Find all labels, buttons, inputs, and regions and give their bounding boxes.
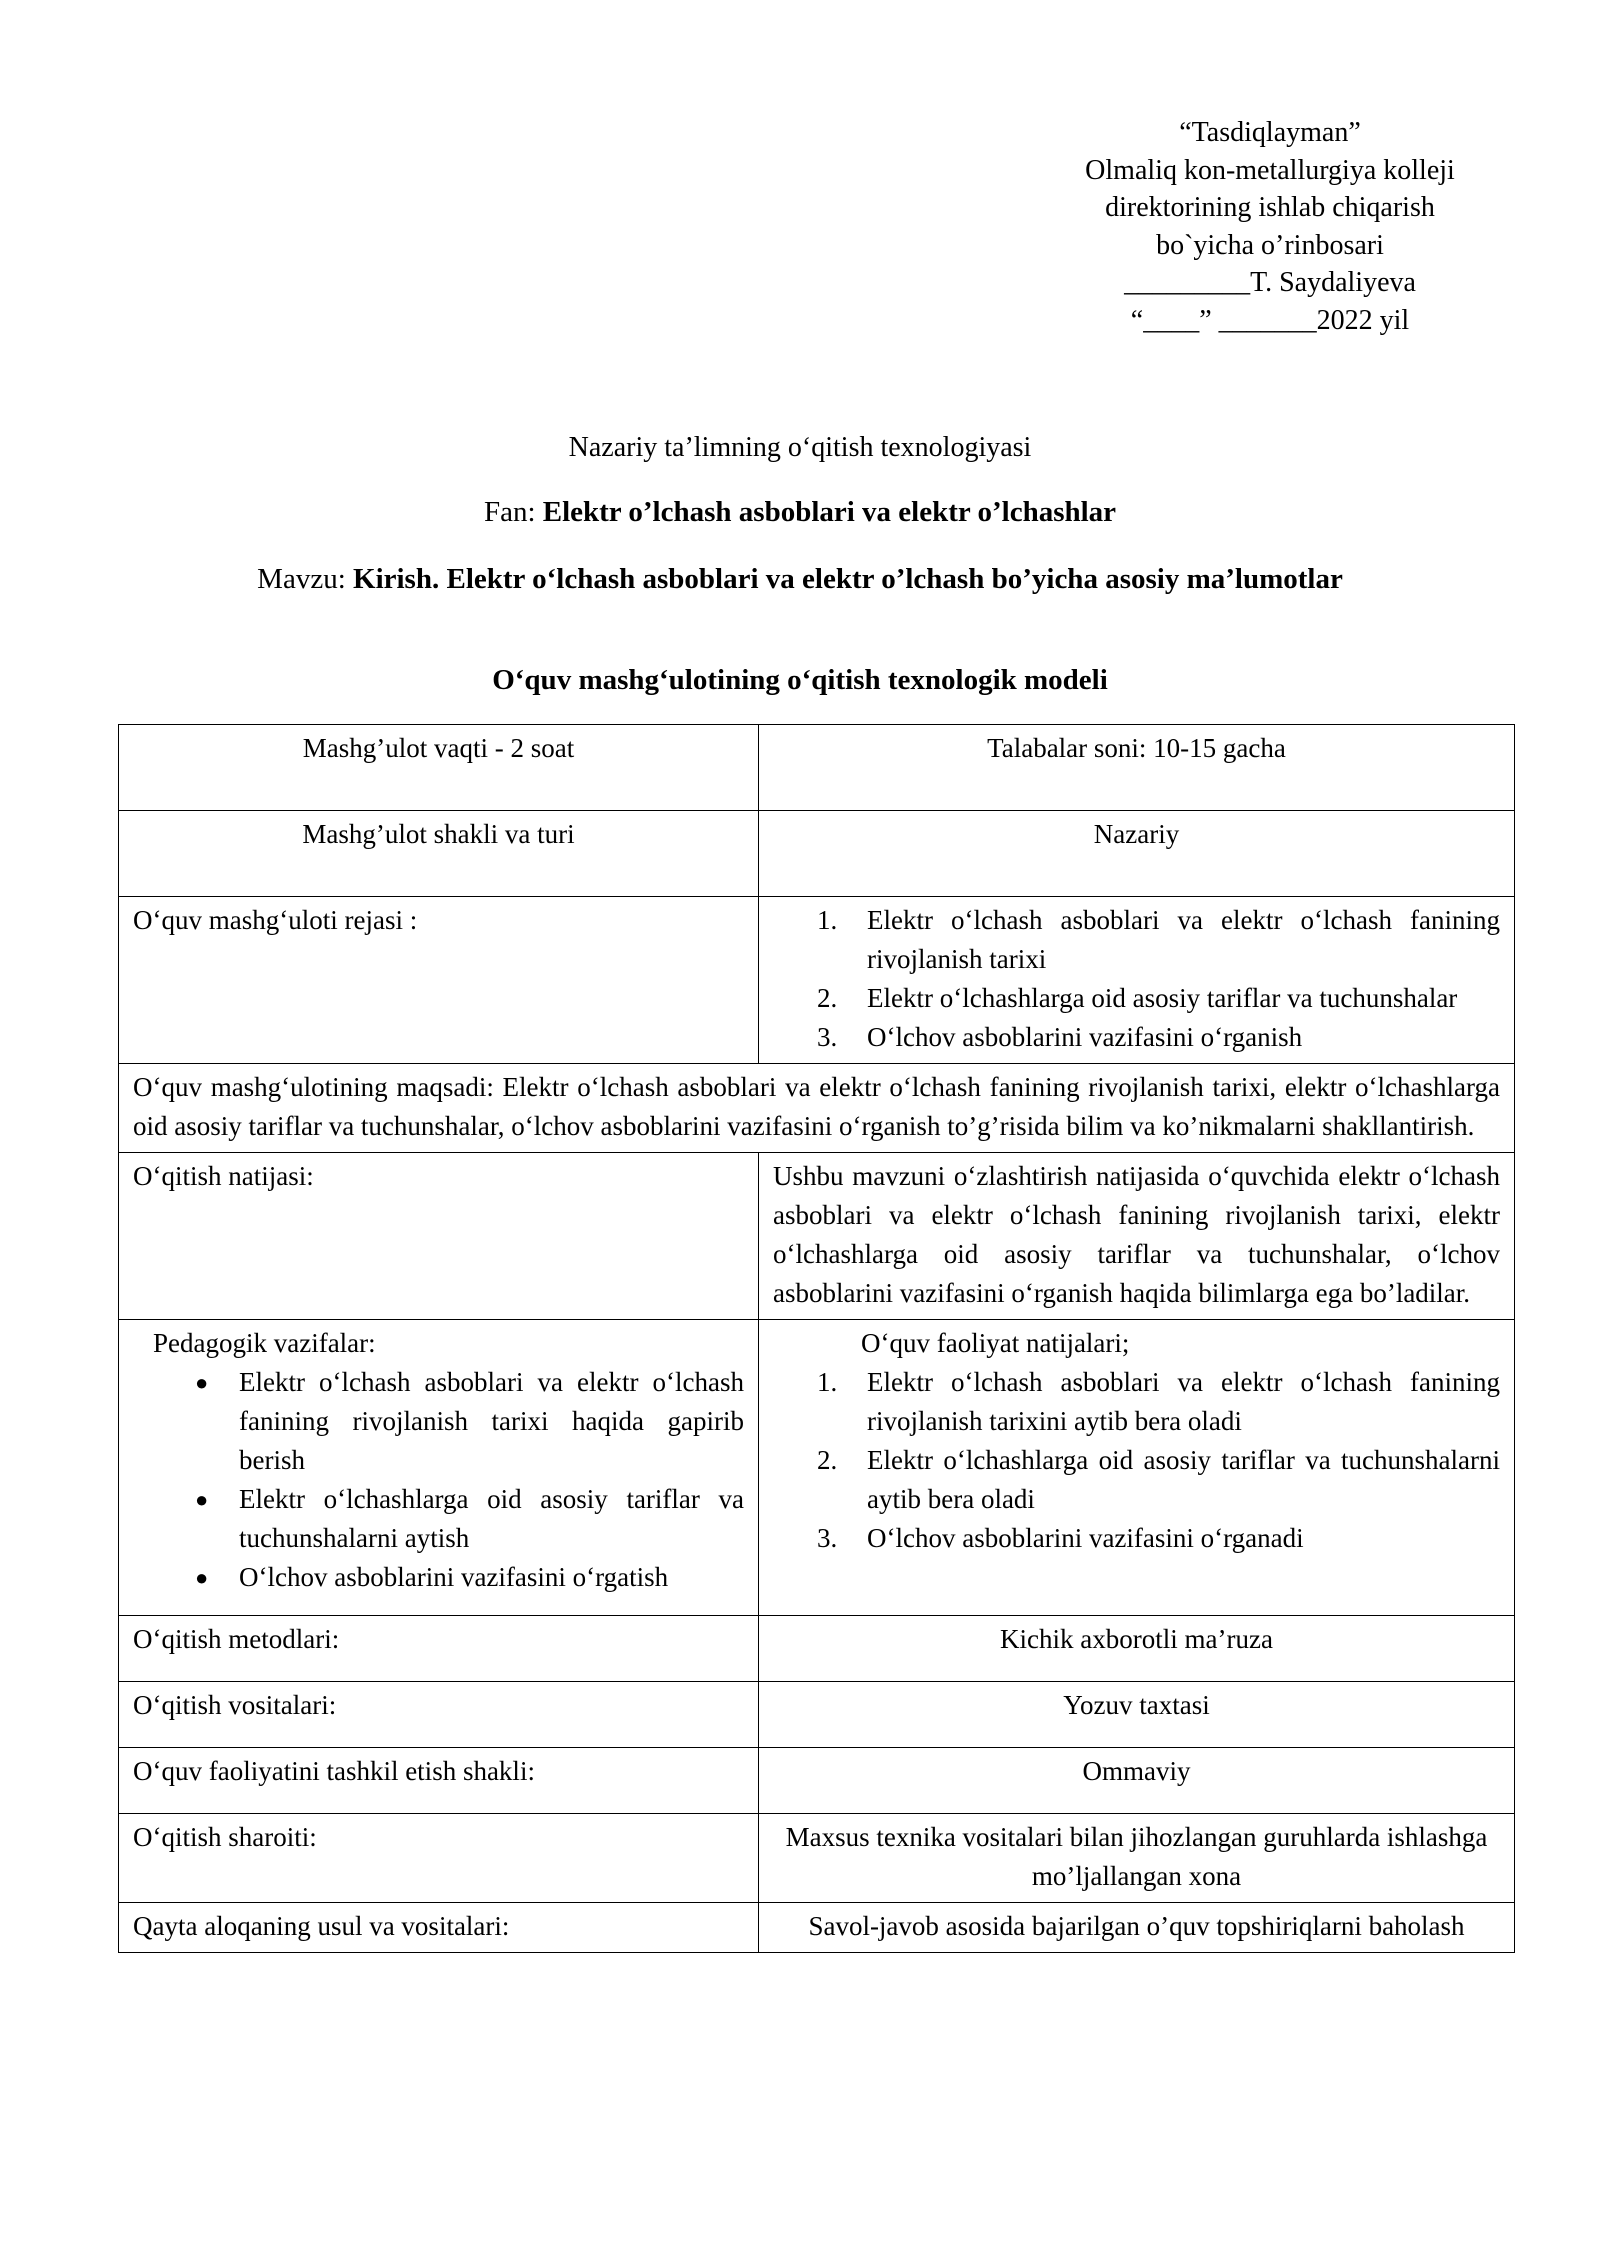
table-row [119,1153,1515,1320]
document-title: Nazariy ta’limning o‘qitish texnologiyasi [568,432,1032,463]
list-item: ● Elektr o‘lchash asboblari va elektr o‘lchash fanining rivojlanish tarixi haqida gapirib berish [133,1363,744,1480]
approval-signature: _________T. Saydaliyeva [1124,267,1416,298]
subject-line [0,492,1600,532]
bullet-icon: ● [195,1370,209,1395]
feedback-value: Savol-javob asosida bajarilgan o’quv topshiriqlarni baholash [759,1903,1515,1953]
list-item: 3. O‘lchov asboblarini vazifasini o‘rganish [817,1022,1303,1052]
table-row [119,1320,1515,1616]
activity-results-label: O‘quv faoliyat natijalari; [861,1328,1130,1358]
result-label: O‘qitish natijasi: [119,1153,759,1320]
topic-label: Mavzu: [257,563,354,595]
approval-position-1: direktorining ishlab chiqarish [1105,192,1435,223]
subject-value: Elektr o’lchash asboblari va elektr o’lchashlar [542,496,1117,528]
plan-list [773,901,1500,1057]
table-row [119,811,1515,897]
list-item: 1. Elektr o‘lchash asboblari va elektr o‘lchash fanining rivojlanish tarixini aytib bera oladi [817,1367,1500,1436]
lesson-form-label: Mashg’ulot shakli va turi [119,811,759,897]
plan-label: O‘quv mashg‘uloti rejasi : [119,897,759,1064]
list-item: ● O‘lchov asboblarini vazifasini o‘rgatish [133,1558,744,1597]
student-count: Talabalar soni: 10-15 gacha [759,725,1515,811]
topic-value: Kirish. Elektr o‘lchash asboblari va elektr o’lchash bo’yicha asosiy ma’lumotlar [353,563,1343,595]
conditions-value: Maxsus texnika vositalari bilan jihozlangan guruhlarda ishlashga mo’ljallangan xona [759,1814,1515,1903]
list-item: 2. Elektr o‘lchashlarga oid asosiy tariflar va tuchunshalarni aytib bera oladi [817,1445,1500,1514]
pedagogical-tasks-cell [119,1320,759,1616]
result-value: Ushbu mavzuni o‘zlashtirish natijasida o‘quvchida elektr o‘lchash asboblari va elektr o‘lchash fanining rivojlanish tarixi, elektr o‘lchashlarga oid asosiy tariflar va tuchunshalar, o‘lchov asboblarini vazifasini o‘rganish haqida bilimlarga ega bo’ladilar. [759,1153,1515,1320]
tools-value: Yozuv taxtasi [759,1682,1515,1748]
list-item: ● Elektr o‘lchashlarga oid asosiy tariflar va tuchunshalarni aytish [133,1480,744,1558]
table-row [119,1682,1515,1748]
approval-title: “Tasdiqlayman” [1179,117,1361,148]
organization-label: O‘quv faoliyatini tashkil etish shakli: [119,1748,759,1814]
methods-label: O‘qitish metodlari: [119,1616,759,1682]
list-item: 3. O‘lchov asboblarini vazifasini o‘rganadi [817,1523,1304,1553]
pedagogical-tasks-list [133,1363,744,1597]
approval-college: Olmaliq kon-metallurgiya kolleji [1085,154,1455,186]
table-row [119,1903,1515,1953]
lesson-time: Mashg’ulot vaqti - 2 soat [119,725,759,811]
pedagogical-tasks-label: Pedagogik vazifalar: [153,1328,376,1358]
subject-label: Fan: [483,496,543,528]
table-row [119,1064,1515,1153]
approval-position-2: bo`yicha o’rinbosari [1156,229,1384,261]
approval-date: “____” _______2022 yil [1130,304,1410,336]
lesson-model-table [118,724,1515,1953]
list-item: 2. Elektr o‘lchashlarga oid asosiy tariflar va tuchunshalar [817,983,1458,1013]
methods-value: Kichik axborotli ma’ruza [759,1616,1515,1682]
approval-block [1040,114,1500,339]
list-item: 1. Elektr o‘lchash asboblari va elektr o‘lchash fanining rivojlanish tarixi [817,905,1500,974]
model-title: O‘quv mashg‘ulotining o‘qitish texnologik modeli [492,664,1108,696]
table-row [119,1814,1515,1903]
tools-label: O‘qitish vositalari: [119,1682,759,1748]
activity-results-list [773,1363,1500,1558]
topic-line [0,558,1600,600]
feedback-label: Qayta aloqaning usul va vositalari: [119,1903,759,1953]
bullet-icon: ● [195,1487,209,1512]
organization-value: Ommaviy [759,1748,1515,1814]
lesson-goal: O‘quv mashg‘ulotining maqsadi: Elektr o‘lchash asboblari va elektr o‘lchash fanining rivojlanish tarixi, elektr o‘lchashlarga oid asosiy tariflar va tuchunshalar, o‘lchov asboblarini vazifasini o‘rganish to’g’risida bilim va ko’nikmalarni shakllantirish. [119,1064,1515,1153]
lesson-form-value: Nazariy [759,811,1515,897]
activity-results-cell [759,1320,1515,1616]
table-row [119,1748,1515,1814]
bullet-icon: ● [195,1565,209,1590]
table-row [119,897,1515,1064]
table-row [119,725,1515,811]
table-row [119,1616,1515,1682]
conditions-label: O‘qitish sharoiti: [119,1814,759,1903]
plan-list-cell [759,897,1515,1064]
